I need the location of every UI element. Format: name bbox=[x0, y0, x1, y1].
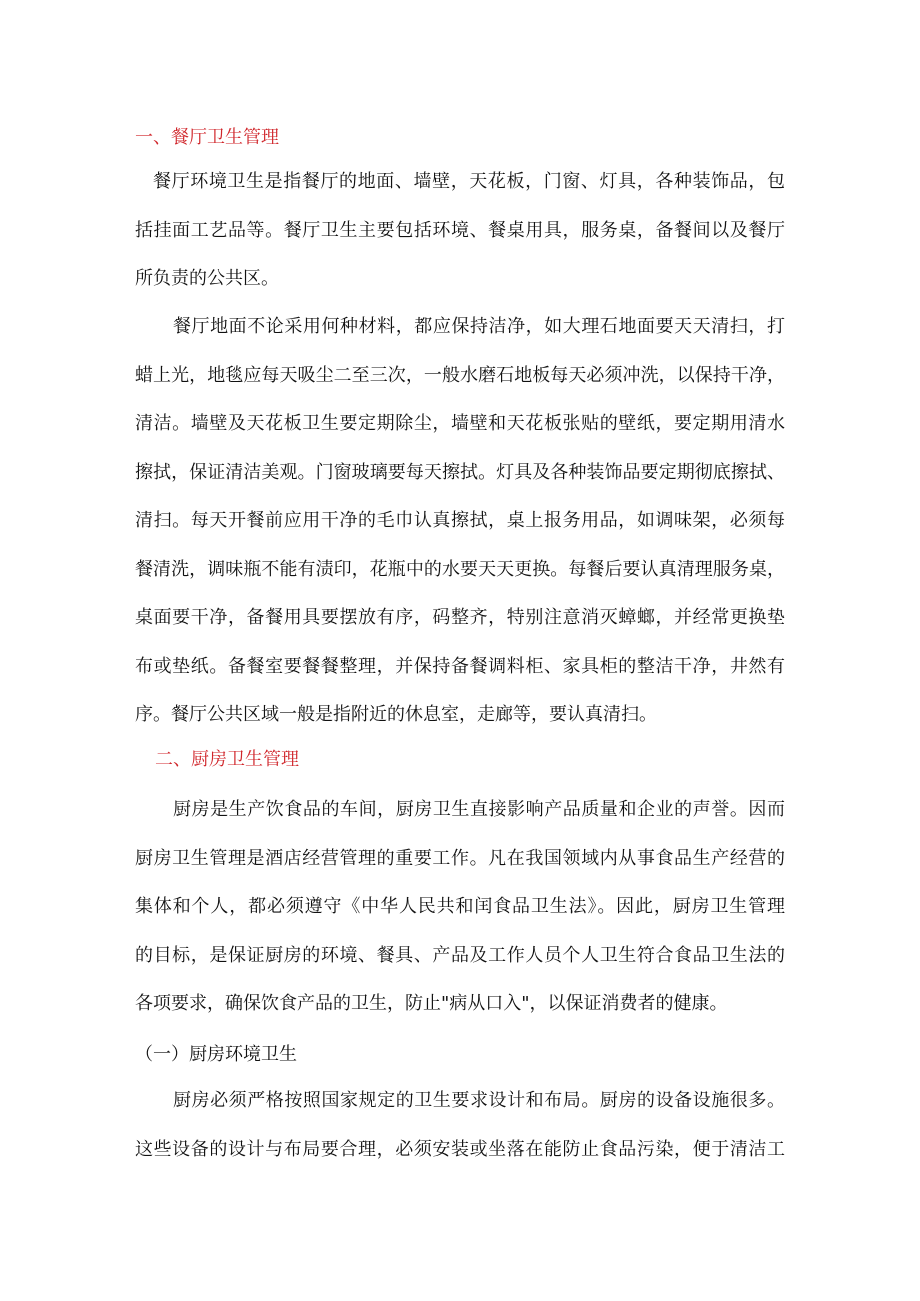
paragraph-line: 的目标，是保证厨房的环境、餐具、产品及工作人员个人卫生符合食品卫生法的 bbox=[135, 944, 785, 966]
paragraph-line: 所负责的公共区。 bbox=[135, 268, 279, 289]
paragraph-line: 厨房是生产饮食品的车间，厨房卫生直接影响产品质量和企业的声誉。因而 bbox=[173, 799, 785, 820]
paragraph-line: 布或垫纸。备餐室要餐餐整理，并保持备餐调料柜、家具柜的整洁干净，井然有 bbox=[135, 655, 785, 677]
paragraph-line: 餐厅环境卫生是指餐厅的地面、墙壁，天花板，门窗、灯具，各种装饰品，包 bbox=[153, 171, 785, 192]
paragraph-line: 餐厅地面不论采用何种材料，都应保持洁净，如大理石地面要天天清扫，打 bbox=[173, 316, 785, 337]
paragraph-line: 桌面要干净，备餐用具要摆放有序，码整齐，特别注意消灭蟑螂，并经常更换垫 bbox=[135, 607, 785, 628]
paragraph-line: 清扫。每天开餐前应用干净的毛巾认真擦拭，桌上报务用品，如调味架，必须每 bbox=[135, 510, 785, 531]
section-1-paragraph-2 bbox=[135, 303, 785, 740]
subsection-1-heading: （一）厨房环境卫生 bbox=[135, 1044, 297, 1065]
paragraph-line: 集体和个人，都必须遵守《中华人民共和闰食品卫生法》。因此，厨房卫生管理 bbox=[135, 896, 785, 917]
paragraph-line: 厨房卫生管理是酒店经营管理的重要工作。凡在我国领域内从事食品生产经营的 bbox=[135, 847, 785, 869]
section-1-heading: 一、餐厅卫生管理 bbox=[135, 127, 279, 148]
paragraph-line: 厨房必须严格按照国家规定的卫生要求设计和布局。厨房的设备设施很多。 bbox=[173, 1090, 785, 1111]
section-2-heading: 二、厨房卫生管理 bbox=[155, 749, 299, 770]
paragraph-line: 序。餐厅公共区域一般是指附近的休息室，走廊等，要认真清扫。 bbox=[135, 704, 657, 725]
paragraph-line: 这些设备的设计与布局要合理，必须安装或坐落在能防止食品污染，便于清洁工 bbox=[135, 1138, 785, 1160]
paragraph-line: 各项要求，确保饮食产品的卫生，防止"病从口入"，以保证消费者的健康。 bbox=[135, 993, 728, 1014]
paragraph-line: 擦拭，保证清洁美观。门窗玻璃要每天擦拭。灯具及各种装饰品要定期彻底擦拭、 bbox=[135, 461, 785, 483]
subsection-1-paragraph-1 bbox=[135, 1077, 785, 1174]
paragraph-line: 蜡上光，地毯应每天吸尘二至三次，一般水磨石地板每天必须冲洗，以保持干净， bbox=[135, 364, 785, 386]
section-2-paragraph-1 bbox=[135, 786, 785, 1029]
paragraph-line: 括挂面工艺品等。餐厅卫生主要包括环境、餐桌用具，服务桌，备餐间以及餐厅 bbox=[135, 219, 785, 241]
paragraph-line: 清洁。墙壁及天花板卫生要定期除尘，墙壁和天花板张贴的壁纸，要定期用清水 bbox=[135, 413, 785, 434]
paragraph-line: 餐清洗，调味瓶不能有渍印，花瓶中的水要天天更换。每餐后要认真清理服务桌， bbox=[135, 558, 785, 580]
section-1-paragraph-1 bbox=[135, 158, 785, 304]
